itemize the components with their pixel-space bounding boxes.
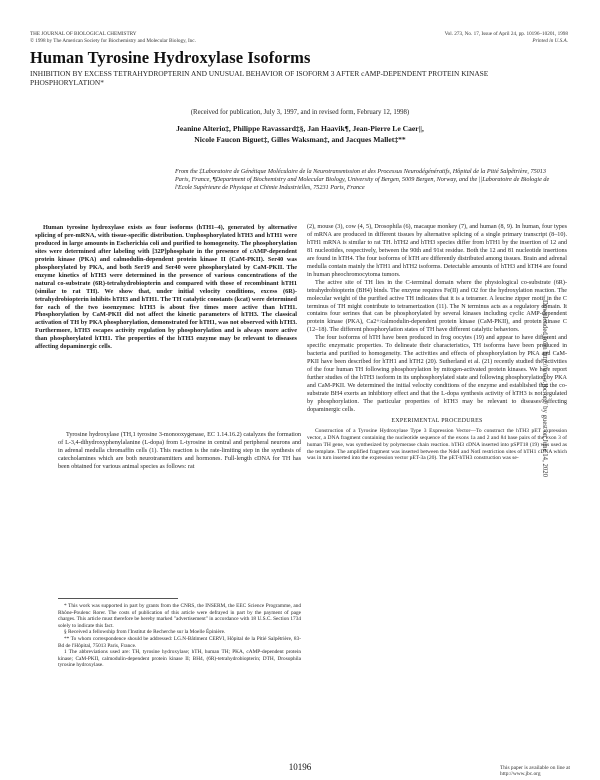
body-paragraph: The active site of TH lies in the C-terminal domain where the physiological co-substrate (6R)-tetrahydrobiopterin (BH4) binds. The enzyme requires Fe(II) and O2 for the hydroxylation reaction. The molecular weight of the purified active TH indicates that it is a tetramer. A leucine zipper motif in the C terminus of TH might contribute to tetramerization (11). The N terminus acts as a regulatory domain. It contains four serines that can be phosphorylated by several kinases including cyclic AMP-dependent protein kinase (PKA), Ca2+/calmodulin-dependent protein kinase (CaM-PKII), and protein kinase C (12–18). The different phosphorylation states of TH have different catalytic behaviors. (307, 279, 567, 334)
authors-line-2: Nicole Faucon Biguet‡, Gilles Waksman‡, and Jacques Mallet‡** (194, 134, 406, 144)
download-watermark: Downloaded from http://www.jbc.org/ by guest on June 14, 2020 (541, 300, 548, 478)
body-paragraph: The four isoforms of hTH have been produced in frog oocytes (19) and appear to have different and specific enzymatic properties. To delineate their characteristics, TH isoforms have been produced in bacteria and purified to homogeneity. The activities and effects of phosphorylation by PKA and CaM-PKII have been described for hTH1 and hTH2 (20). Sutherland et al. (21) recently studied the activities of the four human TH following phosphorylation by mitogen-activated protein kinases. We here report further studies of the hTH3 isoform in its unphosphorylated state and following phosphorylation by PKA and CaM-PKII. We determined the initial velocity conditions of the enzyme and established that the co-substrate BH4 exerts an inhibitory effect and that the L-dopa synthesis activity of hTH3 is not regulated by phosphorylation. The particular properties of hTH3 may be relevant to diseases affecting dopaminergic cells. (307, 335, 567, 413)
authors-line-1: Jeanine Alterio‡, Philippe Ravassard‡§, Jan Haavik¶, Jean-Pierre Le Caer||, (176, 124, 424, 133)
methods-paragraph: Construction of a Tyrosine Hydroxylase Type 3 Expression Vector—To construct the hTH3 pET expression vector, a DNA fragment containing the nucleotide sequence of the exons 1a and 2 and 84 base pairs of the exon 3 of human TH gene, was synthesized by polymerase chain reaction. hTH3 cDNA inserted into pSPT18 (19) was used as the template. The amplified fragment was inserted between the NdeI and NotI restriction sites of hTH1 cDNA which was in turn inserted into the expression vector pET-3a (20). The pET-hTH3 construction was se- (307, 427, 567, 462)
body-paragraph: (2), mouse (3), cow (4, 5), Drosophila (6), macaque monkey (7), and human (8, 9). In human, four types of mRNA are produced in different tissues by alternative splicing of a single primary transcript (8–10). hTH1 mRNA is similar to rat TH. hTH2 and hTH3 species differ from hTH1 by the insertion of 12 and 81 nucleotides, respectively, between the 90th and 91st residue. Both the 12 and 81 nucleotide insertions are found in hTH4. The four isoforms of hTH are differently distributed among tissues. Brain and adrenal medulla contain mainly the hTH1 and hTH2 isoforms. Detectable amounts of hTH3 and hTH4 are found in human pheochromocytoma tumors. (307, 224, 567, 278)
article-title: Human Tyrosine Hydroxylase Isoforms (30, 48, 311, 67)
abstract (35, 224, 297, 351)
page-number: 10196 (288, 762, 312, 772)
section-heading: EXPERIMENTAL PROCEDURES (391, 417, 483, 424)
footnote: * This work was supported in part by grants from the CNRS, the INSERM, the EEC Science Programme, and Rhône-Poulenc Rorer. The costs of publication of this article were defrayed in part by the payment of page charges. This article must therefore be hereby marked "advertisement" in accordance with 18 U.S.C. Section 1734 solely to indicate this fact. (58, 603, 301, 629)
author-list (0, 124, 600, 145)
footnote: 1 The abbreviations used are: TH, tyrosine hydroxylase; hTH, human TH; PKA, cAMP-dependent protein kinase; CaM-PKII, calmodulin-dependent protein kinase II; BH4, (6R)-tetrahydrobiopterin; DTH, Drosophila tyrosine hydroxylase. (58, 649, 301, 669)
journal-name: THE JOURNAL OF BIOLOGICAL CHEMISTRY (30, 31, 137, 37)
printed-line: Printed in U.S.A. (532, 37, 568, 44)
introduction (58, 432, 301, 472)
affiliations: From the ‡Laboratoire de Génétique Moléculaire de la Neurotransmission et des Processus Neurodégénératifs, Hôpital de la Pitié Salpêtrière, 75013 Paris, France, ¶Department of Biochemistry and Molecular Biology, University of Bergen, 5009 Bergen, Norway, and the ||Laboratoire de Biologie de l'Ecole Supérieure de Physique et Chimie Industrielles, 75231 Paris, France (175, 168, 550, 191)
article-subtitle: INHIBITION BY EXCESS TETRAHYDROPTERIN AND UNUSUAL BEHAVIOR OF ISOFORM 3 AFTER cAMP-DEPENDENT PROTEIN KINASE PHOSPHORYLATION* (30, 69, 489, 87)
abstract-text: Human tyrosine hydroxylase exists as four isoforms (hTH1–4), generated by alternative splicing of pre-mRNA, with tissue-specific distribution. Unphosphorylated hTH3 and hTH1 were produced in large amounts in Escherichia coli and purified to homogeneity. The phosphorylation sites were determined after labeling with [32P]phosphate in the presence of cAMP-dependent protein kinase (PKA) and calmodulin-dependent protein kinase II (CaM-PKII). Ser40 was phosphorylated by PKA, and both Ser19 and Ser40 were phosphorylated by CaM-PKII. The enzyme kinetics of hTH3 were determined in the presence of various concentrations of the natural co-substrate (6R)-tetrahydrobiopterin and compared with those of recombinant hTH1 (similar to rat TH). We show that, under initial velocity conditions, excess (6R)-tetrahydrobiopterin inhibits hTH3 and hTH1. The TH catalytic constants (kcat) were determined for each of the two isoenzymes: hTH3 is about five times more active than hTH1. Phosphorylation by CaM-PKII did not affect the kinetic parameters of hTH3. The classical activation of TH by PKA phosphorylation, demonstrated for hTH1, was not observed with hTH3. Furthermore, hTH3 escapes activity regulation by phosphorylation and is always more active than phosphorylated hTH1. The properties of the hTH3 enzyme may be relevant to diseases affecting dopaminergic cells. (35, 224, 297, 351)
copyright-line: © 1998 by The American Society for Biochemistry and Molecular Biology, Inc. (30, 37, 196, 44)
volume-line: Vol. 273, No. 17, Issue of April 24, pp. 10196–10201, 1998 (444, 31, 568, 37)
footnote: § Received a fellowship from l'Institut de Recherche sur la Moelle Épinière. (64, 629, 226, 636)
availability-link[interactable]: This paper is available on line at http://www.jbc.org (500, 765, 571, 777)
received-date: (Received for publication, July 3, 1997, and in revised form, February 12, 1998) (190, 109, 410, 116)
footnote: ** To whom correspondence should be addressed: LG.N-Bâtiment CERVI, Hôpital de la Pitié Salpêtrière, 83-Bd de l'Hôpital, 75013 Paris, France. (58, 635, 301, 649)
footnote-divider (58, 598, 178, 599)
footnotes (58, 603, 301, 669)
intro-text: Tyrosine hydroxylase (TH,1 tyrosine 3-monooxygenase, EC 1.14.16.2) catalyzes the formation of L-3,4-dihydroxyphenylalanine (L-dopa) from L-tyrosine in central and peripheral neurons and in adrenal medulla chromaffin cells (1). This reaction is the rate-limiting step in the synthesis of catecholamines which are both neurotransmitters and hormones. Full-length cDNA for TH has been obtained for various animal species as follows: rat (58, 432, 301, 470)
right-column (307, 224, 567, 462)
